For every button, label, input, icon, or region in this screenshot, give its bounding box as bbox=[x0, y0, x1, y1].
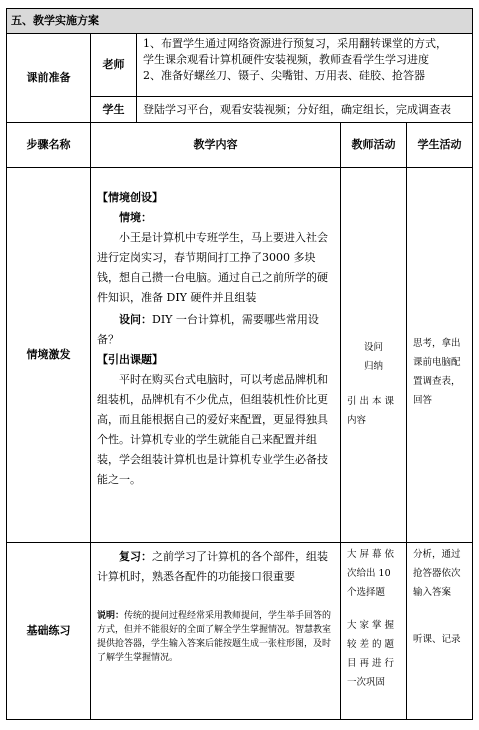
teacher-prep-label: 老师 bbox=[91, 34, 137, 97]
teacher-activity-line: 设问 bbox=[363, 342, 383, 353]
practice-student-activity bbox=[407, 543, 473, 720]
teacher-activity-line: 大 屏 幕 依 bbox=[347, 549, 395, 560]
scenario-student-activity bbox=[407, 168, 473, 543]
student-activity-line: 输入答案 bbox=[413, 587, 452, 598]
question-label: 设问： bbox=[119, 313, 152, 326]
topic-heading: 【引出课题】 bbox=[97, 353, 163, 366]
practice-teacher-activity bbox=[341, 543, 407, 720]
student-activity-line: 置调查表， bbox=[413, 376, 461, 387]
teacher-prep-content bbox=[137, 34, 473, 97]
teacher-prep-line: 2、准备好螺丝刀、镊子、尖嘴钳、万用表、硅胶、抢答器 bbox=[143, 69, 425, 82]
step-name-scenario: 情境激发 bbox=[7, 168, 91, 543]
section-title: 五、教学实施方案 bbox=[7, 9, 473, 34]
teacher-prep-line: 学生课余观看计算机硬件安装视频，教师查看学生学习进度 bbox=[143, 53, 429, 66]
teacher-activity-line: 目 再 进 行 bbox=[347, 658, 395, 669]
teacher-activity-line: 引 出 本 课 bbox=[347, 396, 395, 407]
note-label: 说明： bbox=[97, 611, 125, 621]
review-label: 复习： bbox=[119, 550, 152, 563]
header-teacher-activity: 教师活动 bbox=[341, 123, 407, 168]
teacher-activity-line: 个选择题 bbox=[347, 587, 386, 598]
header-student-activity: 学生活动 bbox=[407, 123, 473, 168]
review-text: 之前学习了计算机的各个部件，组装计算机时，熟悉各配件的功能接口很重要 bbox=[97, 550, 328, 583]
student-activity-line: 思考，拿出 bbox=[413, 338, 461, 349]
step-name-practice: 基础练习 bbox=[7, 543, 91, 720]
teacher-activity-line: 次给出 10 bbox=[347, 568, 391, 579]
scenario-text: 小王是计算机中专班学生，马上要进入社会进行定岗实习，春节期间打工挣了3000 多块钱，想自己攒一台电脑。通过自己之前所学的硬件知识，准备 DIY 硬件并且组装 bbox=[97, 231, 328, 304]
student-activity-line: 听课、记录 bbox=[413, 634, 461, 645]
pre-class-label: 课前准备 bbox=[7, 34, 91, 123]
topic-text: 平时在购买台式电脑时，可以考虑品牌机和组装机，品牌机有不少优点，但组装机性价比更高，而且能根据自己的爱好来配置，更显得独具个性。计算机专业的学生就能自己来配置并组装，学会组装计算机也是计算机专业学生必备技能之一。 bbox=[97, 373, 328, 486]
teacher-activity-line: 内容 bbox=[347, 415, 367, 426]
student-prep-label: 学生 bbox=[91, 97, 137, 123]
scenario-content bbox=[91, 168, 341, 543]
teaching-plan-table bbox=[6, 8, 473, 720]
scenario-label: 情境： bbox=[119, 211, 152, 224]
teacher-prep-line: 1、布置学生通过网络资源进行预复习，采用翻转课堂的方式， bbox=[143, 37, 447, 50]
student-activity-line: 抢答器依次 bbox=[413, 568, 461, 579]
scenario-teacher-activity bbox=[341, 168, 407, 543]
practice-content bbox=[91, 543, 341, 720]
teacher-activity-line: 一次巩固 bbox=[347, 677, 386, 688]
student-activity-line: 分析，通过 bbox=[413, 549, 461, 560]
note-text: 传统的提问过程经常采用教师提问，学生举手回答的方式，但并不能很好的全面了解全学生掌握情况。智慧教室提供抢答器，学生输入答案后能按题生成一张柱形图，及时了解学生掌握情况。 bbox=[97, 611, 332, 663]
teacher-activity-line: 大 家 掌 握 bbox=[347, 620, 395, 631]
student-activity-line: 回答 bbox=[413, 395, 433, 406]
student-activity-line: 课前电脑配 bbox=[413, 357, 461, 368]
teacher-activity-line: 较 差 的 题 bbox=[347, 639, 395, 650]
header-step: 步骤名称 bbox=[7, 123, 91, 168]
student-prep-content: 登陆学习平台，观看安装视频；分好组，确定组长，完成调查表 bbox=[137, 97, 473, 123]
question-text: DIY 一台计算机，需要哪些常用设备？ bbox=[97, 313, 319, 346]
teacher-activity-line: 归纳 bbox=[363, 361, 383, 372]
scenario-heading: 【情境创设】 bbox=[97, 191, 163, 204]
header-content: 教学内容 bbox=[91, 123, 341, 168]
